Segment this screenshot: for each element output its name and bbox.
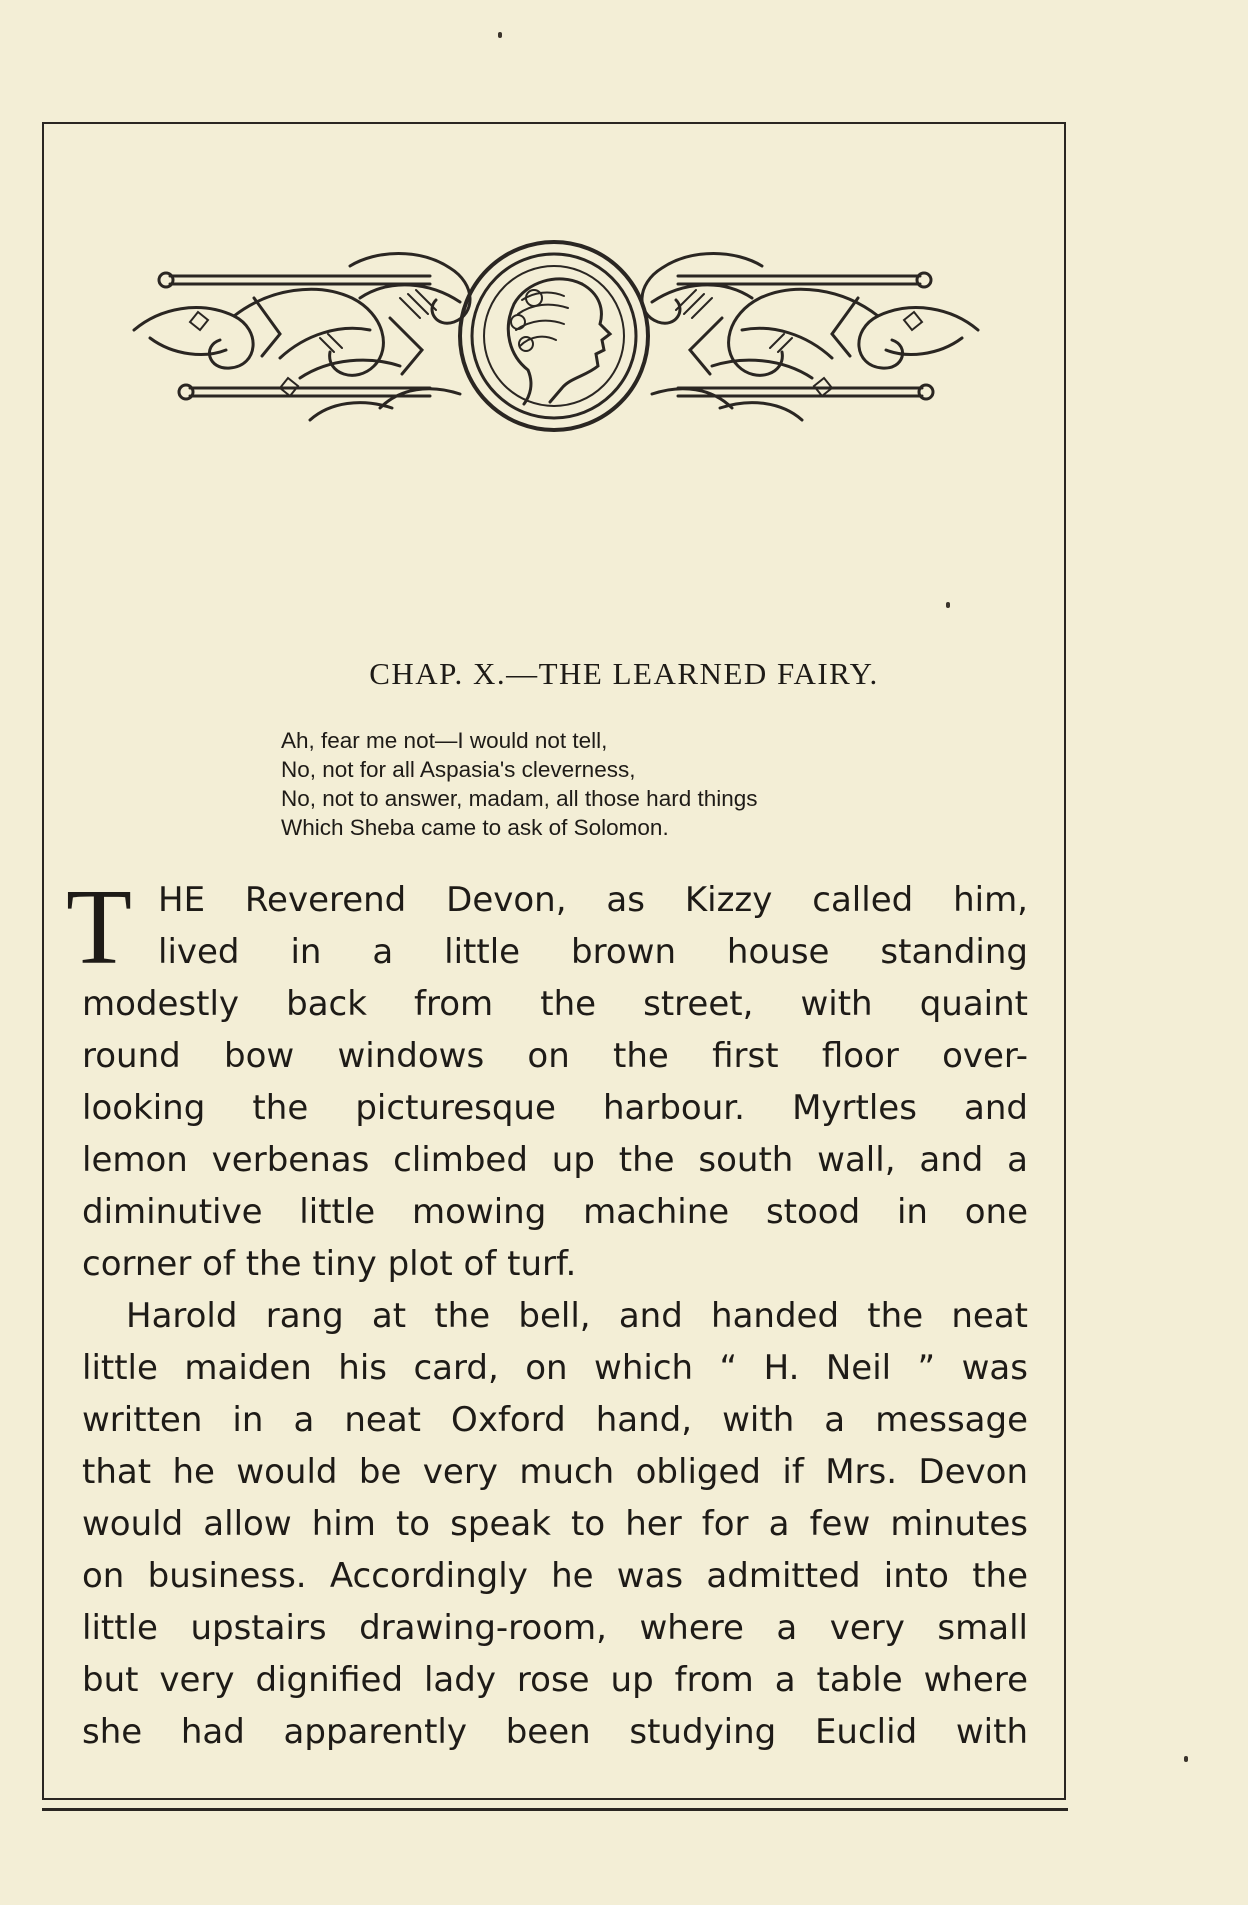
body-line: lived in a little brown house standing <box>158 932 1028 972</box>
body-line: little upstairs drawing-room, where a very small <box>82 1608 1028 1648</box>
ornamental-headpiece <box>130 238 982 434</box>
body-line: modestly back from the street, with quaint <box>82 984 1028 1024</box>
epigraph-line: Ah, fear me not—I would not tell, <box>281 728 608 753</box>
body-line: written in a neat Oxford hand, with a message <box>82 1400 1028 1440</box>
body-line: HE Reverend Devon, as Kizzy called him, <box>158 880 1028 920</box>
body-line: on business. Accordingly he was admitted into the <box>82 1556 1028 1596</box>
ink-speck <box>1184 1756 1188 1762</box>
chapter-title: CHAP. X.—THE LEARNED FAIRY. <box>369 656 879 691</box>
body-line: corner of the tiny plot of turf. <box>82 1244 577 1284</box>
ink-speck <box>498 32 502 38</box>
drop-cap-letter: T <box>66 868 132 987</box>
body-line: would allow him to speak to her for a few minutes <box>82 1504 1028 1544</box>
body-line: round bow windows on the first floor over- <box>82 1036 1028 1076</box>
body-line: Harold rang at the bell, and handed the neat <box>126 1296 1028 1336</box>
body-line: she had apparently been studying Euclid with <box>82 1712 1028 1752</box>
epigraph-line: No, not to answer, madam, all those hard things <box>281 786 758 811</box>
body-line: that he would be very much obliged if Mrs. Devon <box>82 1452 1028 1492</box>
epigraph-line: Which Sheba came to ask of Solomon. <box>281 815 669 840</box>
body-line: but very dignified lady rose up from a table where <box>82 1660 1028 1700</box>
body-line: diminutive little mowing machine stood in one <box>82 1192 1028 1232</box>
epigraph-line: No, not for all Aspasia's cleverness, <box>281 757 636 782</box>
bottom-rule <box>42 1808 1068 1811</box>
ink-speck <box>946 602 950 608</box>
body-line: looking the picturesque harbour. Myrtles and <box>82 1088 1028 1128</box>
epigraph <box>281 726 758 842</box>
body-text <box>82 874 1028 1758</box>
body-line: lemon verbenas climbed up the south wall, and a <box>82 1140 1028 1180</box>
body-line: little maiden his card, on which “ H. Neil ” was <box>82 1348 1028 1388</box>
